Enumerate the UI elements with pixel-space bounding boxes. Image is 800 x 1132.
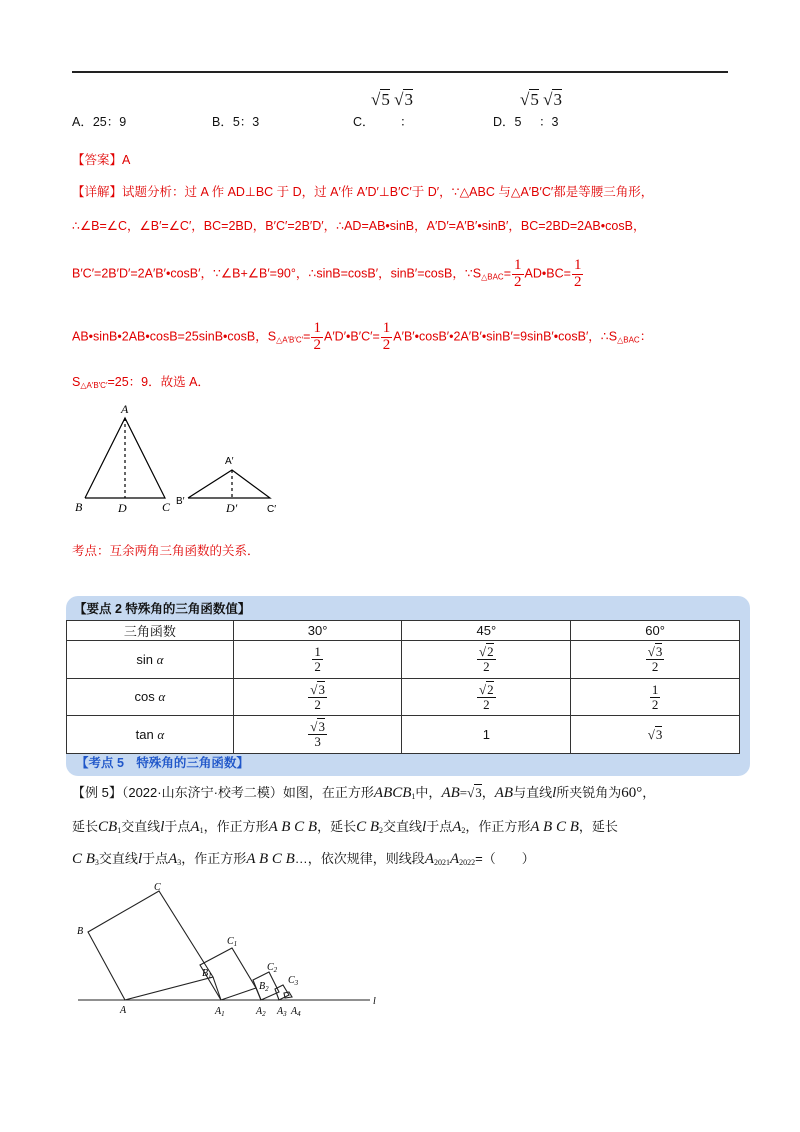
table-head-30: 30° (233, 621, 402, 641)
example-line-2: 延长$CB_1$交直线l于点$A_1$，作正方形A B C B，延长C $B_2$交直线l于点$A_2$，作正方形A B C B，延长 (72, 819, 618, 835)
cell-tan-30: $\frac{√3}{3}$ (233, 716, 402, 754)
cell-tan-60: √3 (571, 716, 740, 754)
label-a-prime: A′ (225, 456, 234, 467)
cell-sin-45: $\frac{√2}{2}$ (402, 641, 571, 679)
triangle-figure (70, 400, 290, 520)
cell-cos-60: $\frac{1}{2}$ (571, 679, 740, 716)
option-c-label: C． (353, 115, 375, 129)
label-C: C (154, 882, 161, 893)
option-d (493, 90, 562, 130)
row-label-sin: sin α (67, 641, 234, 679)
label-B: B (77, 926, 84, 937)
half-fraction: $\frac{1}{2}$ (382, 320, 391, 353)
detail-line-1: 【详解】试题分析：过 A 作 AD⊥BC 于 D，过 A′作 A′D′⊥B′C′于 D′，∵△ABC 与△A′B′C′都是等腰三角形， (72, 185, 654, 199)
table-head-45: 45° (402, 621, 571, 641)
table-row-cos (67, 679, 740, 716)
label-A1: $A_1$ (215, 1006, 225, 1018)
example-line-3: C $B_3$交直线l于点$A_3$，作正方形A B C B…，依次规律，则线段$A_{2021}A_{2022}=$（ ） (72, 851, 535, 867)
squares-figure (70, 880, 400, 1020)
option-d-colon: ：3 (538, 115, 559, 129)
trig-value-table (66, 620, 740, 754)
table-row-sin (67, 641, 740, 679)
label-A2: $A_2$ (256, 1006, 266, 1018)
row-label-tan: tan α (67, 716, 234, 754)
table-header-row (67, 621, 740, 641)
cell-cos-45: $\frac{√2}{2}$ (402, 679, 571, 716)
cell-sin-60: $\frac{√3}{2}$ (571, 641, 740, 679)
square-abcb1 (88, 891, 213, 1000)
option-b: B．5：3 (212, 115, 260, 129)
cell-cos-30: $\frac{√3}{2}$ (233, 679, 402, 716)
kaodian-note: 考点：互余两角三角函数的关系． (72, 544, 260, 558)
option-c-colon: ： (400, 115, 413, 129)
option-a: A．25：9 (72, 115, 127, 129)
label-C1: $C_1$ (227, 936, 238, 948)
answer: 【答案】A (72, 153, 131, 167)
option-c (353, 90, 413, 130)
label-C3: $C_3$ (288, 975, 299, 987)
example-line-1: 【例 5】（2022·山东济宁·校考二模）如图，在正方形$ABCB_1$中，AB=√3，AB与直线l所夹锐角为60°， (72, 785, 656, 801)
label-d: D (118, 501, 127, 515)
label-A: A (120, 1005, 127, 1016)
table-head-func: 三角函数 (67, 621, 234, 641)
label-C2: $C_2$ (267, 962, 278, 974)
label-c-prime: C′ (267, 504, 277, 515)
detail-line-2: ∴∠B=∠C，∠B′=∠C′，BC=2BD，B′C′=2B′D′，∴AD=AB•sinB，A′D′=A′B′•sinB′，BC=2BD=2AB•cosB， (72, 219, 646, 233)
row-label-cos: cos α (67, 679, 234, 716)
label-B2: $B_2$ (259, 981, 269, 993)
detail-line-5: $S_{\triangle A'B'C'}=25$：9．故选 A． (72, 375, 210, 390)
cell-sin-30: $\frac{1}{2}$ (233, 641, 402, 679)
option-d-radicals: √5 √3 (520, 90, 562, 109)
triangle-a2b2c2 (188, 470, 270, 498)
cell-tan-45: 1 (402, 716, 571, 754)
label-A4: $A_4$ (291, 1006, 301, 1018)
half-fraction: $\frac{1}{2}$ (514, 257, 522, 290)
table-head-60: 60° (571, 621, 740, 641)
half-fraction: $\frac{1}{2}$ (573, 257, 582, 290)
label-B1: $B_1$ (202, 968, 212, 980)
label-c: C (162, 500, 171, 514)
detail-line-4: AB•sinB•2AB•cosB=25sinB•cosB，$S_{\triangle A'B'C'}=$ $\frac{1}{2}$ A′D′•B′C′= $\frac{1}{2}$ A′B′•cosB′•2A′B′•sinB′=9sinB′•cosB′，$\therefore S_{\triangle BAC}$： (72, 320, 653, 353)
kaodian-5-title: 【考点 5 特殊角的三角函数】 (76, 756, 249, 770)
option-d-label: D．5 (493, 115, 522, 129)
half-fraction: $\frac{1}{2}$ (313, 320, 321, 353)
label-l: l (373, 996, 376, 1007)
label-b: B (75, 500, 83, 514)
label-a: A (121, 402, 129, 416)
label-A3: $A_3$ (277, 1006, 287, 1018)
detail-line-3: B′C′=2B′D′=2A′B′•cosB′，∵∠B+∠B′=90°，∴sinB=cosB′，sinB′=cosB，$\because S_{\triangle BAC}=$ $\frac{1}{2}$ AD•BC= $\frac{1}{2}$ (72, 257, 582, 290)
table-row-tan (67, 716, 740, 754)
label-b-prime: B′ (176, 496, 185, 507)
label-d-prime: D′ (226, 501, 238, 515)
header-rule (72, 71, 728, 73)
option-c-radicals: √5 √3 (371, 90, 413, 109)
keypoint-title: 【要点 2 特殊角的三角函数值】 (74, 602, 251, 616)
